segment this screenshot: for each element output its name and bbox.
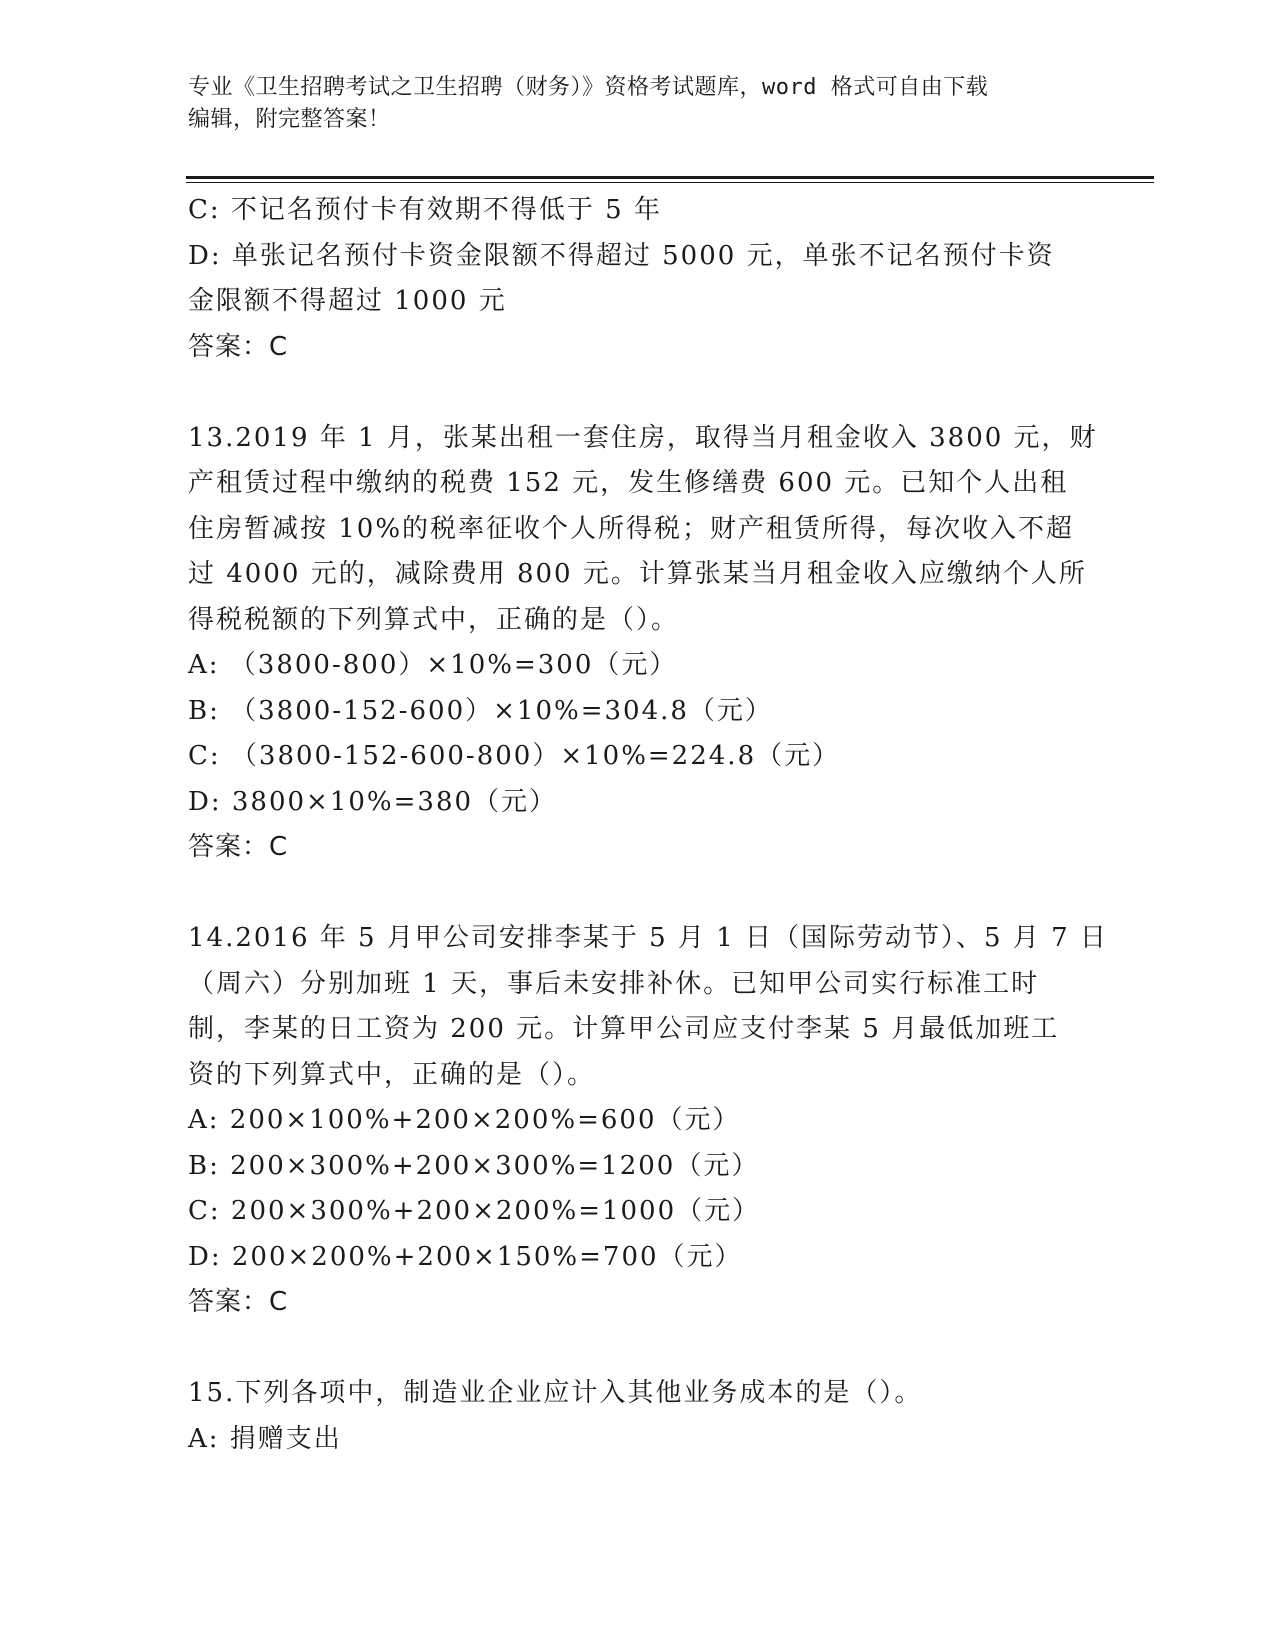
option-c: C: 不记名预付卡有效期不得低于 5 年 bbox=[188, 195, 662, 225]
question-12 bbox=[188, 188, 1088, 370]
question-stem-line: 制，李某的日工资为 200 元。计算甲公司应支付李某 5 月最低加班工 bbox=[188, 1014, 1060, 1044]
question-stem-line: 过 4000 元的，减除费用 800 元。计算张某当月租金收入应缴纳个人所 bbox=[188, 559, 1087, 589]
option-d: D: 单张记名预付卡资金限额不得超过 5000 元，单张不记名预付卡资 bbox=[188, 240, 1055, 271]
question-13 bbox=[188, 416, 1098, 871]
question-stem-line: （周六）分别加班 1 天，事后未安排补休。已知甲公司实行标准工时 bbox=[188, 968, 1040, 999]
header-line-1: 专业《卫生招聘考试之卫生招聘（财务）》资格考试题库，word 格式可自由下载 bbox=[188, 75, 989, 100]
answer-label: 答案：C bbox=[188, 1287, 289, 1317]
spacer bbox=[188, 1326, 1088, 1372]
question-stem-line: 15.下列各项中，制造业企业应计入其他业务成本的是（）。 bbox=[188, 1378, 923, 1408]
option-a: A: 200×100%+200×200%=600（元） bbox=[188, 1105, 741, 1135]
question-stem-line: 住房暂减按 10%的税率征收个人所得税；财产租赁所得，每次收入不超 bbox=[188, 513, 1075, 544]
option-d: D: 200×200%+200×150%=700（元） bbox=[188, 1241, 743, 1272]
question-stem-line: 资的下列算式中，正确的是（）。 bbox=[188, 1059, 596, 1090]
answer-label: 答案：C bbox=[188, 331, 289, 362]
spacer bbox=[188, 871, 1088, 917]
option-d: D: 3800×10%=380（元） bbox=[188, 786, 558, 817]
option-d-continued: 金限额不得超过 1000 元 bbox=[188, 286, 507, 316]
option-b: B: 200×300%+200×300%=1200（元） bbox=[188, 1150, 760, 1181]
header-line-2: 编辑，附完整答案！ bbox=[188, 107, 391, 132]
question-stem-line: 13.2019 年 1 月，张某出租一套住房，取得当月租金收入 3800 元，财 bbox=[188, 422, 1098, 453]
question-14 bbox=[188, 916, 1108, 1326]
header-divider-thick bbox=[186, 176, 1154, 179]
option-a: A: 捐赠支出 bbox=[188, 1423, 342, 1454]
answer-label: 答案：C bbox=[188, 832, 289, 862]
question-stem-line: 14.2016 年 5 月甲公司安排李某于 5 月 1 日（国际劳动节）、5 月 7 日 bbox=[188, 923, 1108, 953]
question-15 bbox=[188, 1371, 1088, 1462]
option-b: B: （3800-152-600）×10%=304.8（元） bbox=[188, 695, 773, 726]
spacer bbox=[188, 370, 1088, 416]
option-a: A: （3800-800）×10%=300（元） bbox=[188, 650, 678, 680]
option-c: C: 200×300%+200×200%=1000（元） bbox=[188, 1196, 761, 1226]
question-content bbox=[188, 188, 1108, 1462]
header-divider-thin bbox=[186, 182, 1154, 183]
question-stem-line: 产租赁过程中缴纳的税费 152 元，发生修缮费 600 元。已知个人出租 bbox=[188, 468, 1069, 498]
option-c: C: （3800-152-600-800）×10%=224.8（元） bbox=[188, 741, 841, 771]
document-header bbox=[188, 72, 1088, 136]
question-stem-line: 得税税额的下列算式中，正确的是（）。 bbox=[188, 604, 680, 635]
